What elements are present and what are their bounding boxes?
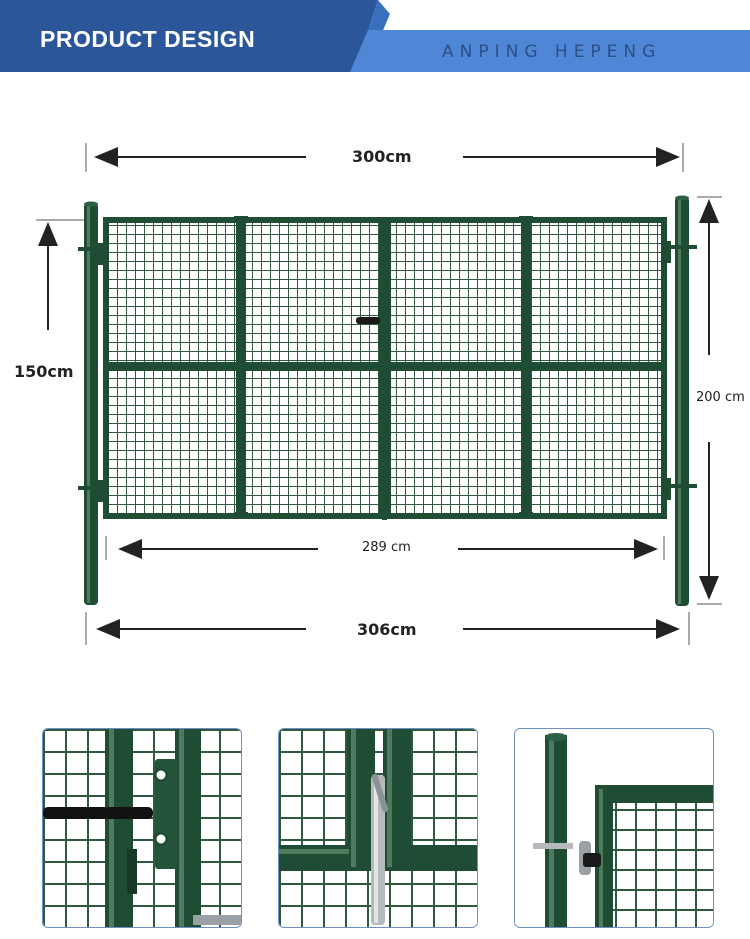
right-post	[675, 196, 689, 607]
drop-bolt-icon	[279, 729, 477, 927]
latch-handle-icon	[43, 729, 241, 927]
label-200cm: 200 cm	[696, 390, 745, 405]
label-289cm: 289 cm	[362, 540, 411, 555]
left-gate-leaf	[106, 216, 382, 518]
label-306cm: 306cm	[357, 620, 417, 639]
hinge-icon	[515, 729, 713, 927]
banner-subtitle: ANPING HEPENG	[442, 42, 662, 62]
drop-bolt-detail	[278, 728, 478, 928]
hinge-detail	[514, 728, 714, 928]
label-150cm: 150cm	[14, 362, 74, 381]
banner-title: PRODUCT DESIGN	[40, 26, 256, 52]
left-post	[84, 202, 98, 606]
label-300cm: 300cm	[352, 147, 412, 166]
latch-detail	[42, 728, 242, 928]
right-gate-leaf	[388, 216, 664, 518]
